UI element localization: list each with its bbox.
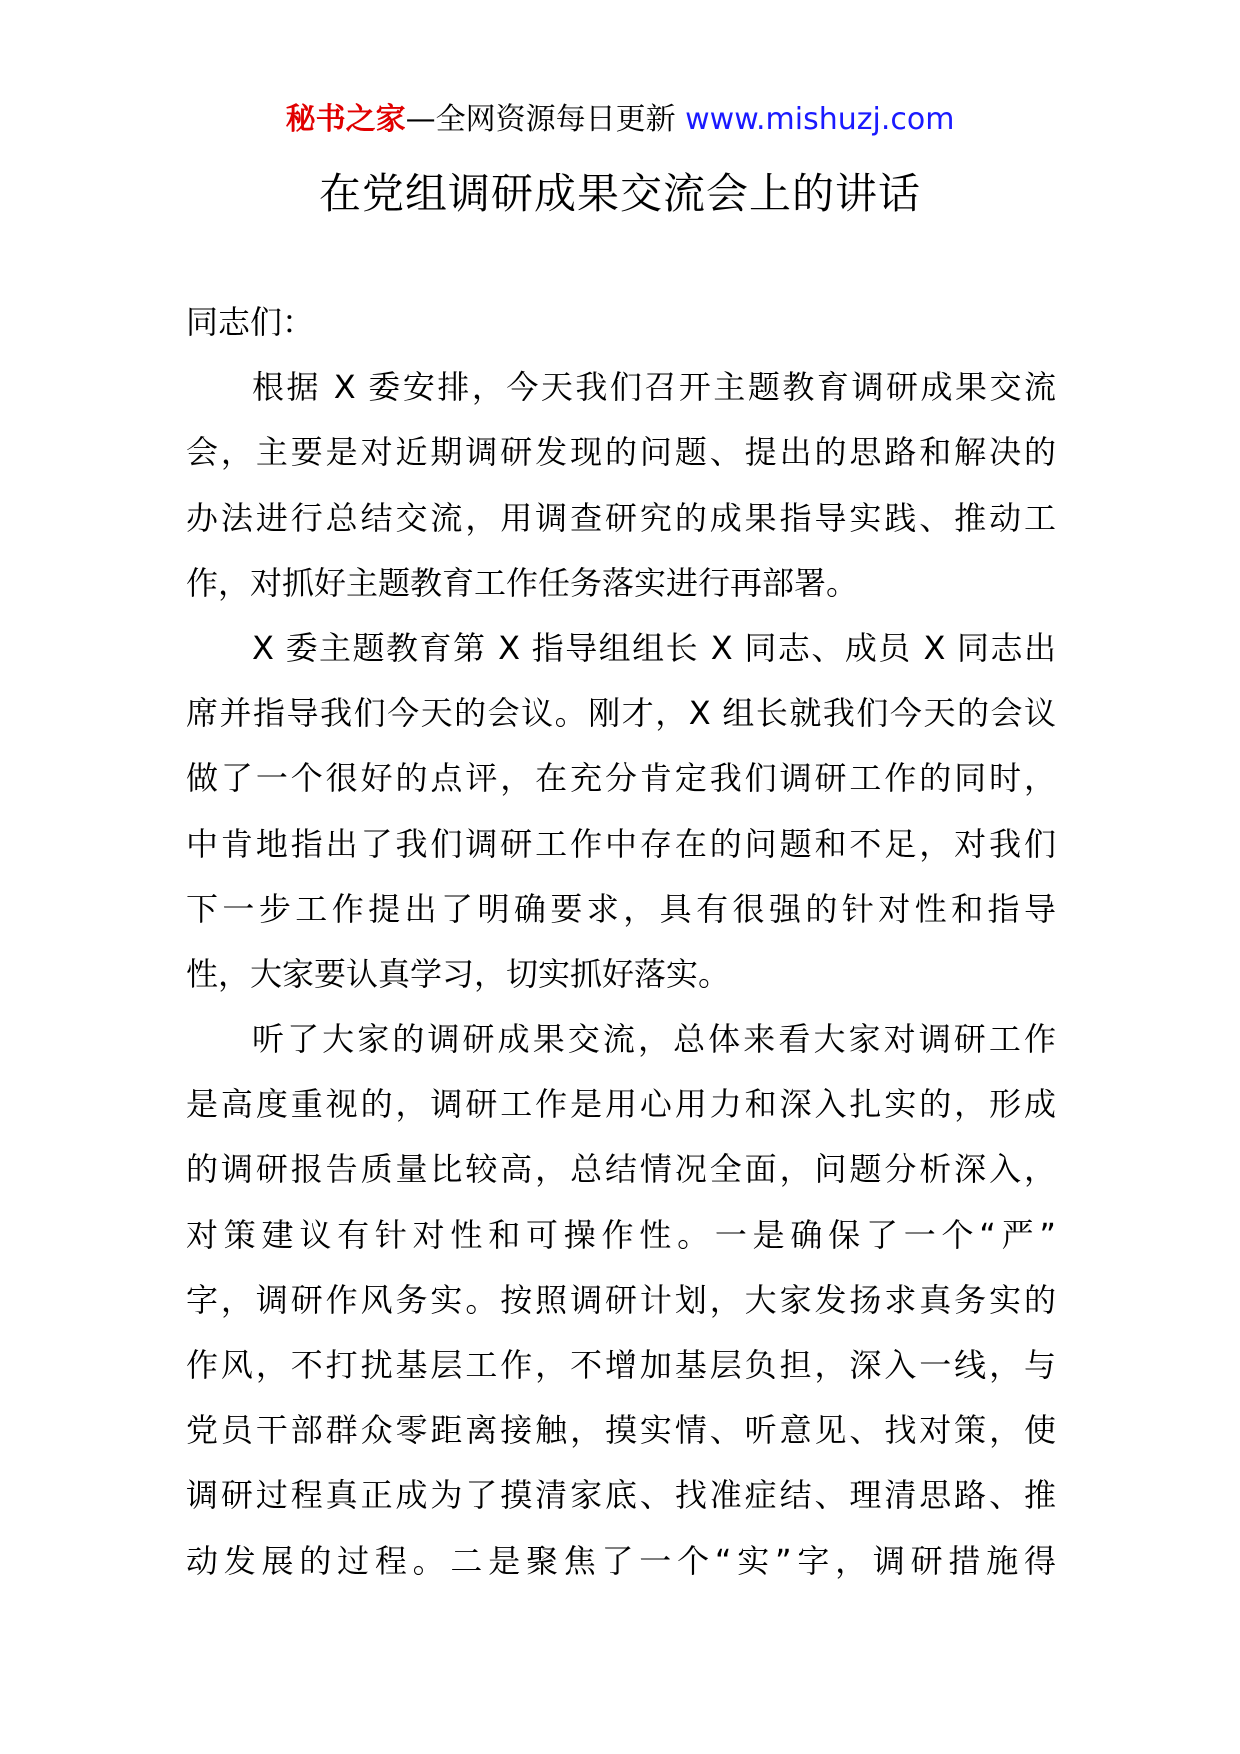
paragraph-1-line: 作，对抓好主题教育工作任务落实进行再部署。 (186, 563, 859, 602)
paragraph-3-line: 的调研报告质量比较高，总结情况全面，问题分析深入， (186, 1150, 1056, 1189)
paragraph-2-line: 中肯地指出了我们调研工作中存在的问题和不足，对我们 (186, 824, 1056, 863)
paragraph-1-line: 根据 X 委安排，今天我们召开主题教育调研成果交流 (252, 368, 1056, 407)
paragraph-3-line: 党员干部群众零距离接触，摸实情、听意见、找对策，使 (186, 1411, 1056, 1450)
document-body (186, 290, 1056, 1594)
paragraph-3-line: 作风，不打扰基层工作，不增加基层负担，深入一线，与 (186, 1346, 1056, 1384)
salutation: 同志们： (186, 303, 315, 341)
site-banner (0, 100, 1240, 140)
document-title: 在党组调研成果交流会上的讲话 (318, 169, 921, 218)
banner-slogan: —全网资源每日更新 (405, 102, 686, 137)
paragraph-1-line: 会，主要是对近期调研发现的问题、提出的思路和解决的 (186, 433, 1056, 472)
paragraph-2-line: 席并指导我们今天的会议。刚才，X 组长就我们今天的会议 (186, 694, 1056, 733)
site-url-link[interactable]: www.mishuzj.com (685, 102, 955, 137)
paragraph-3-line: 听了大家的调研成果交流，总体来看大家对调研工作 (252, 1020, 1056, 1059)
paragraph-2-line: X 委主题教育第 X 指导组组长 X 同志、成员 X 同志出 (252, 628, 1056, 667)
paragraph-3-line: 字，调研作风务实。按照调研计划，大家发扬求真务实的 (186, 1280, 1056, 1319)
paragraph-3-line: 对策建议有针对性和可操作性。一是确保了一个“严” (186, 1215, 1056, 1254)
paragraph-3-line: 是高度重视的，调研工作是用心用力和深入扎实的，形成 (186, 1085, 1056, 1124)
paragraph-2-line: 下一步工作提出了明确要求，具有很强的针对性和指导 (186, 889, 1056, 928)
paragraph-2-line: 性，大家要认真学习，切实抓好落实。 (186, 954, 731, 993)
paragraph-3-line: 调研过程真正成为了摸清家底、找准症结、理清思路、推 (186, 1476, 1056, 1515)
paragraph-3-line: 动发展的过程。二是聚焦了一个“实”字，调研措施得 (186, 1541, 1056, 1580)
paragraph-2-line: 做了一个很好的点评，在充分肯定我们调研工作的同时， (186, 759, 1056, 798)
brand-name: 秘书之家 (285, 102, 406, 137)
paragraph-1-line: 办法进行总结交流，用调查研究的成果指导实践、推动工 (186, 498, 1056, 537)
